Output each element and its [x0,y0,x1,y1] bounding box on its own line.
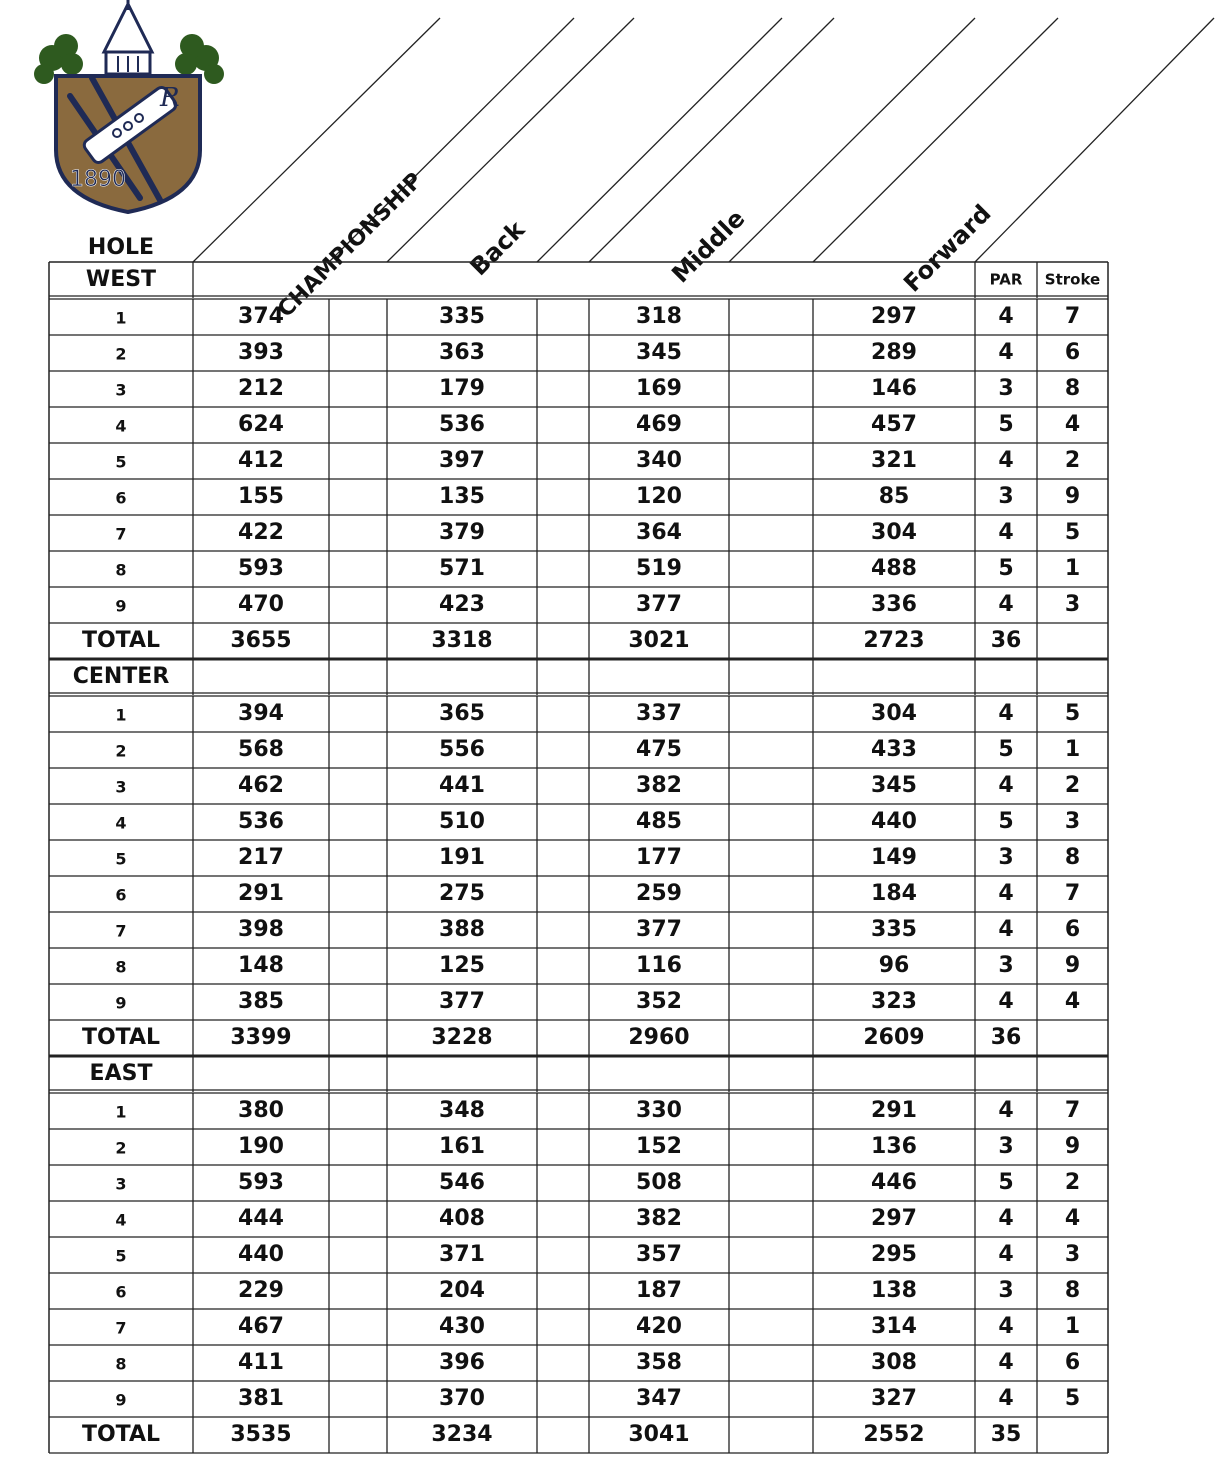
hole-number: 5 [115,452,127,472]
back-cell: 510 [439,809,485,834]
stroke-cell: 6 [1064,1350,1081,1375]
hole-number: 3 [115,380,127,400]
stroke-cell: 6 [1064,340,1081,365]
par-cell: 4 [998,340,1014,365]
back-cell: 397 [439,448,485,473]
middle-cell: 382 [636,773,682,798]
champ-cell: 536 [238,809,284,834]
champ-cell: 190 [238,1134,284,1159]
forward-cell: 136 [871,1134,917,1159]
forward-cell: 85 [878,484,910,509]
champ-cell: 422 [238,520,284,545]
hole-number: 7 [115,524,127,544]
forward-cell: 314 [871,1314,917,1339]
back-cell: 348 [439,1098,485,1123]
back-cell: 370 [439,1386,485,1411]
hole-number: 4 [115,416,127,436]
par-cell: 3 [998,484,1014,509]
middle-cell: 177 [636,845,682,870]
forward-cell: 291 [871,1098,917,1123]
diagonal-line [813,18,1058,262]
champ-cell: 394 [238,701,284,726]
par-cell: 3 [998,1278,1014,1303]
forward-cell: 440 [871,809,917,834]
champ-cell: 148 [238,953,284,978]
total-label: TOTAL [81,628,161,653]
par-cell: 3 [998,953,1014,978]
hole-number: 5 [115,849,127,869]
hole-number: 2 [115,344,127,364]
hole-number: 7 [115,1318,127,1338]
stroke-cell: 1 [1064,556,1081,581]
champ-cell: 374 [238,304,284,329]
middle-cell: 347 [636,1386,682,1411]
forward-cell: 149 [871,845,917,870]
hole-number: 9 [115,1390,127,1410]
par-cell: 4 [998,1242,1014,1267]
back-cell: 556 [439,737,485,762]
total-forward-cell: 2723 [863,628,925,653]
total-back-cell: 3234 [431,1422,493,1447]
back-cell: 204 [439,1278,485,1303]
total-middle-cell: 3021 [628,628,690,653]
stroke-cell: 7 [1064,881,1081,906]
par-cell: 4 [998,1386,1014,1411]
forward-cell: 96 [878,953,910,978]
stroke-cell: 2 [1064,1170,1081,1195]
par-cell: 4 [998,917,1014,942]
middle-cell: 519 [636,556,682,581]
hole-number: 4 [115,1210,127,1230]
hole-number: 8 [115,1354,127,1374]
forward-cell: 295 [871,1242,917,1267]
middle-cell: 508 [636,1170,682,1195]
par-cell: 4 [998,881,1014,906]
middle-cell: 475 [636,737,682,762]
middle-cell: 330 [636,1098,682,1123]
section-name: EAST [89,1061,153,1086]
forward-cell: 457 [871,412,917,437]
total-label: TOTAL [81,1025,161,1050]
back-cell: 408 [439,1206,485,1231]
hole-number: 6 [115,488,127,508]
hole-number: 9 [115,596,127,616]
forward-cell: 345 [871,773,917,798]
par-cell: 4 [998,448,1014,473]
champ-cell: 393 [238,340,284,365]
total-par-cell: 36 [990,628,1022,653]
stroke-cell: 6 [1064,917,1081,942]
middle-cell: 358 [636,1350,682,1375]
middle-cell: 259 [636,881,682,906]
hole-number: 8 [115,560,127,580]
champ-cell: 212 [238,376,284,401]
stroke-cell: 4 [1064,412,1081,437]
par-cell: 3 [998,845,1014,870]
par-cell: 5 [998,412,1014,437]
par-cell: 5 [998,556,1014,581]
stroke-cell: 8 [1064,376,1081,401]
scorecard-grid [49,262,1108,1453]
section-name: WEST [85,267,157,292]
middle-cell: 340 [636,448,682,473]
back-cell: 388 [439,917,485,942]
stroke-cell: 4 [1064,1206,1081,1231]
tower-icon [104,0,152,74]
forward-cell: 308 [871,1350,917,1375]
champ-cell: 440 [238,1242,284,1267]
back-cell: 379 [439,520,485,545]
stroke-cell: 8 [1064,1278,1081,1303]
back-cell: 275 [439,881,485,906]
forward-cell: 289 [871,340,917,365]
forward-cell: 323 [871,989,917,1014]
champ-cell: 624 [238,412,284,437]
middle-cell: 337 [636,701,682,726]
middle-cell: 352 [636,989,682,1014]
stroke-cell: 2 [1064,773,1081,798]
champ-cell: 467 [238,1314,284,1339]
back-cell: 396 [439,1350,485,1375]
middle-cell: 364 [636,520,682,545]
back-cell: 423 [439,592,485,617]
stroke-cell: 3 [1064,592,1081,617]
hole-number: 9 [115,993,127,1013]
hole-header: HOLE [87,235,155,260]
par-cell: 3 [998,1134,1014,1159]
middle-cell: 485 [636,809,682,834]
header-diagonal-lines [193,18,1214,262]
total-back-cell: 3228 [431,1025,493,1050]
stroke-cell: 1 [1064,737,1081,762]
total-champ-cell: 3399 [230,1025,292,1050]
logo-monogram: R [160,83,180,113]
hole-number: 6 [115,885,127,905]
stroke-cell: 8 [1064,845,1081,870]
champ-cell: 411 [238,1350,284,1375]
par-cell: 4 [998,1098,1014,1123]
back-cell: 536 [439,412,485,437]
par-cell: 4 [998,304,1014,329]
total-par-cell: 35 [990,1422,1022,1447]
logo-year: 1890 [70,167,126,192]
champ-cell: 444 [238,1206,284,1231]
champ-cell: 568 [238,737,284,762]
champ-cell: 155 [238,484,284,509]
stroke-header: Stroke [1044,270,1101,289]
champ-cell: 381 [238,1386,284,1411]
back-cell: 191 [439,845,485,870]
champ-cell: 385 [238,989,284,1014]
middle-cell: 169 [636,376,682,401]
stroke-cell: 7 [1064,1098,1081,1123]
back-cell: 371 [439,1242,485,1267]
forward-cell: 488 [871,556,917,581]
champ-cell: 380 [238,1098,284,1123]
par-cell: 5 [998,1170,1014,1195]
total-middle-cell: 2960 [628,1025,690,1050]
back-cell: 161 [439,1134,485,1159]
stroke-cell: 9 [1064,1134,1081,1159]
back-cell: 430 [439,1314,485,1339]
diagonal-line [975,18,1214,262]
forward-cell: 327 [871,1386,917,1411]
middle-cell: 345 [636,340,682,365]
forward-cell: 335 [871,917,917,942]
par-cell: 4 [998,1314,1014,1339]
back-cell: 441 [439,773,485,798]
forward-cell: 321 [871,448,917,473]
hole-number: 1 [115,308,127,328]
hole-number: 6 [115,1282,127,1302]
middle-cell: 318 [636,304,682,329]
stroke-cell: 9 [1064,953,1081,978]
forward-cell: 297 [871,304,917,329]
back-cell: 125 [439,953,485,978]
stroke-cell: 2 [1064,448,1081,473]
champ-cell: 470 [238,592,284,617]
middle-cell: 377 [636,917,682,942]
stroke-cell: 5 [1064,701,1081,726]
stroke-cell: 5 [1064,520,1081,545]
stroke-cell: 1 [1064,1314,1081,1339]
middle-cell: 420 [636,1314,682,1339]
section-name: CENTER [72,664,170,689]
total-middle-cell: 3041 [628,1422,690,1447]
hole-number: 7 [115,921,127,941]
stroke-cell: 9 [1064,484,1081,509]
club-logo [34,0,224,212]
total-forward-cell: 2609 [863,1025,925,1050]
total-back-cell: 3318 [431,628,493,653]
middle-cell: 357 [636,1242,682,1267]
total-forward-cell: 2552 [863,1422,925,1447]
par-cell: 4 [998,701,1014,726]
champ-cell: 229 [238,1278,284,1303]
forward-cell: 336 [871,592,917,617]
par-cell: 5 [998,737,1014,762]
champ-cell: 291 [238,881,284,906]
middle-cell: 120 [636,484,682,509]
par-cell: 4 [998,773,1014,798]
par-cell: 3 [998,376,1014,401]
back-cell: 546 [439,1170,485,1195]
back-cell: 571 [439,556,485,581]
back-cell: 363 [439,340,485,365]
hole-number: 2 [115,741,127,761]
forward-cell: 304 [871,520,917,545]
tee-header-back: Back [464,215,531,282]
hole-number: 2 [115,1138,127,1158]
tee-header-middle: Middle [666,204,751,289]
champ-cell: 412 [238,448,284,473]
back-cell: 135 [439,484,485,509]
back-cell: 377 [439,989,485,1014]
forward-cell: 184 [871,881,917,906]
total-label: TOTAL [81,1422,161,1447]
middle-cell: 152 [636,1134,682,1159]
champ-cell: 593 [238,1170,284,1195]
hole-number: 3 [115,777,127,797]
hole-number: 4 [115,813,127,833]
total-par-cell: 36 [990,1025,1022,1050]
champ-cell: 217 [238,845,284,870]
hole-number: 5 [115,1246,127,1266]
diagonal-line [193,18,440,262]
par-cell: 4 [998,592,1014,617]
middle-cell: 187 [636,1278,682,1303]
scorecard-cells [73,267,1101,1447]
hole-number: 1 [115,1102,127,1122]
hole-number: 8 [115,957,127,977]
forward-cell: 138 [871,1278,917,1303]
par-cell: 4 [998,1350,1014,1375]
middle-cell: 377 [636,592,682,617]
par-cell: 4 [998,520,1014,545]
back-cell: 335 [439,304,485,329]
diagonal-line [729,18,975,262]
forward-cell: 433 [871,737,917,762]
forward-cell: 304 [871,701,917,726]
forward-cell: 297 [871,1206,917,1231]
hole-number: 1 [115,705,127,725]
par-cell: 5 [998,809,1014,834]
tee-header-championship: CHAMPIONSHIP [273,168,428,323]
total-champ-cell: 3655 [230,628,292,653]
forward-cell: 146 [871,376,917,401]
stroke-cell: 7 [1064,304,1081,329]
stroke-cell: 5 [1064,1386,1081,1411]
champ-cell: 593 [238,556,284,581]
par-header: PAR [989,270,1023,289]
middle-cell: 116 [636,953,682,978]
par-cell: 4 [998,1206,1014,1231]
hole-number: 3 [115,1174,127,1194]
middle-cell: 382 [636,1206,682,1231]
stroke-cell: 3 [1064,809,1081,834]
middle-cell: 469 [636,412,682,437]
par-cell: 4 [998,989,1014,1014]
champ-cell: 462 [238,773,284,798]
back-cell: 179 [439,376,485,401]
stroke-cell: 3 [1064,1242,1081,1267]
tee-header-forward: Forward [898,199,997,298]
back-cell: 365 [439,701,485,726]
forward-cell: 446 [871,1170,917,1195]
champ-cell: 398 [238,917,284,942]
total-champ-cell: 3535 [230,1422,292,1447]
stroke-cell: 4 [1064,989,1081,1014]
